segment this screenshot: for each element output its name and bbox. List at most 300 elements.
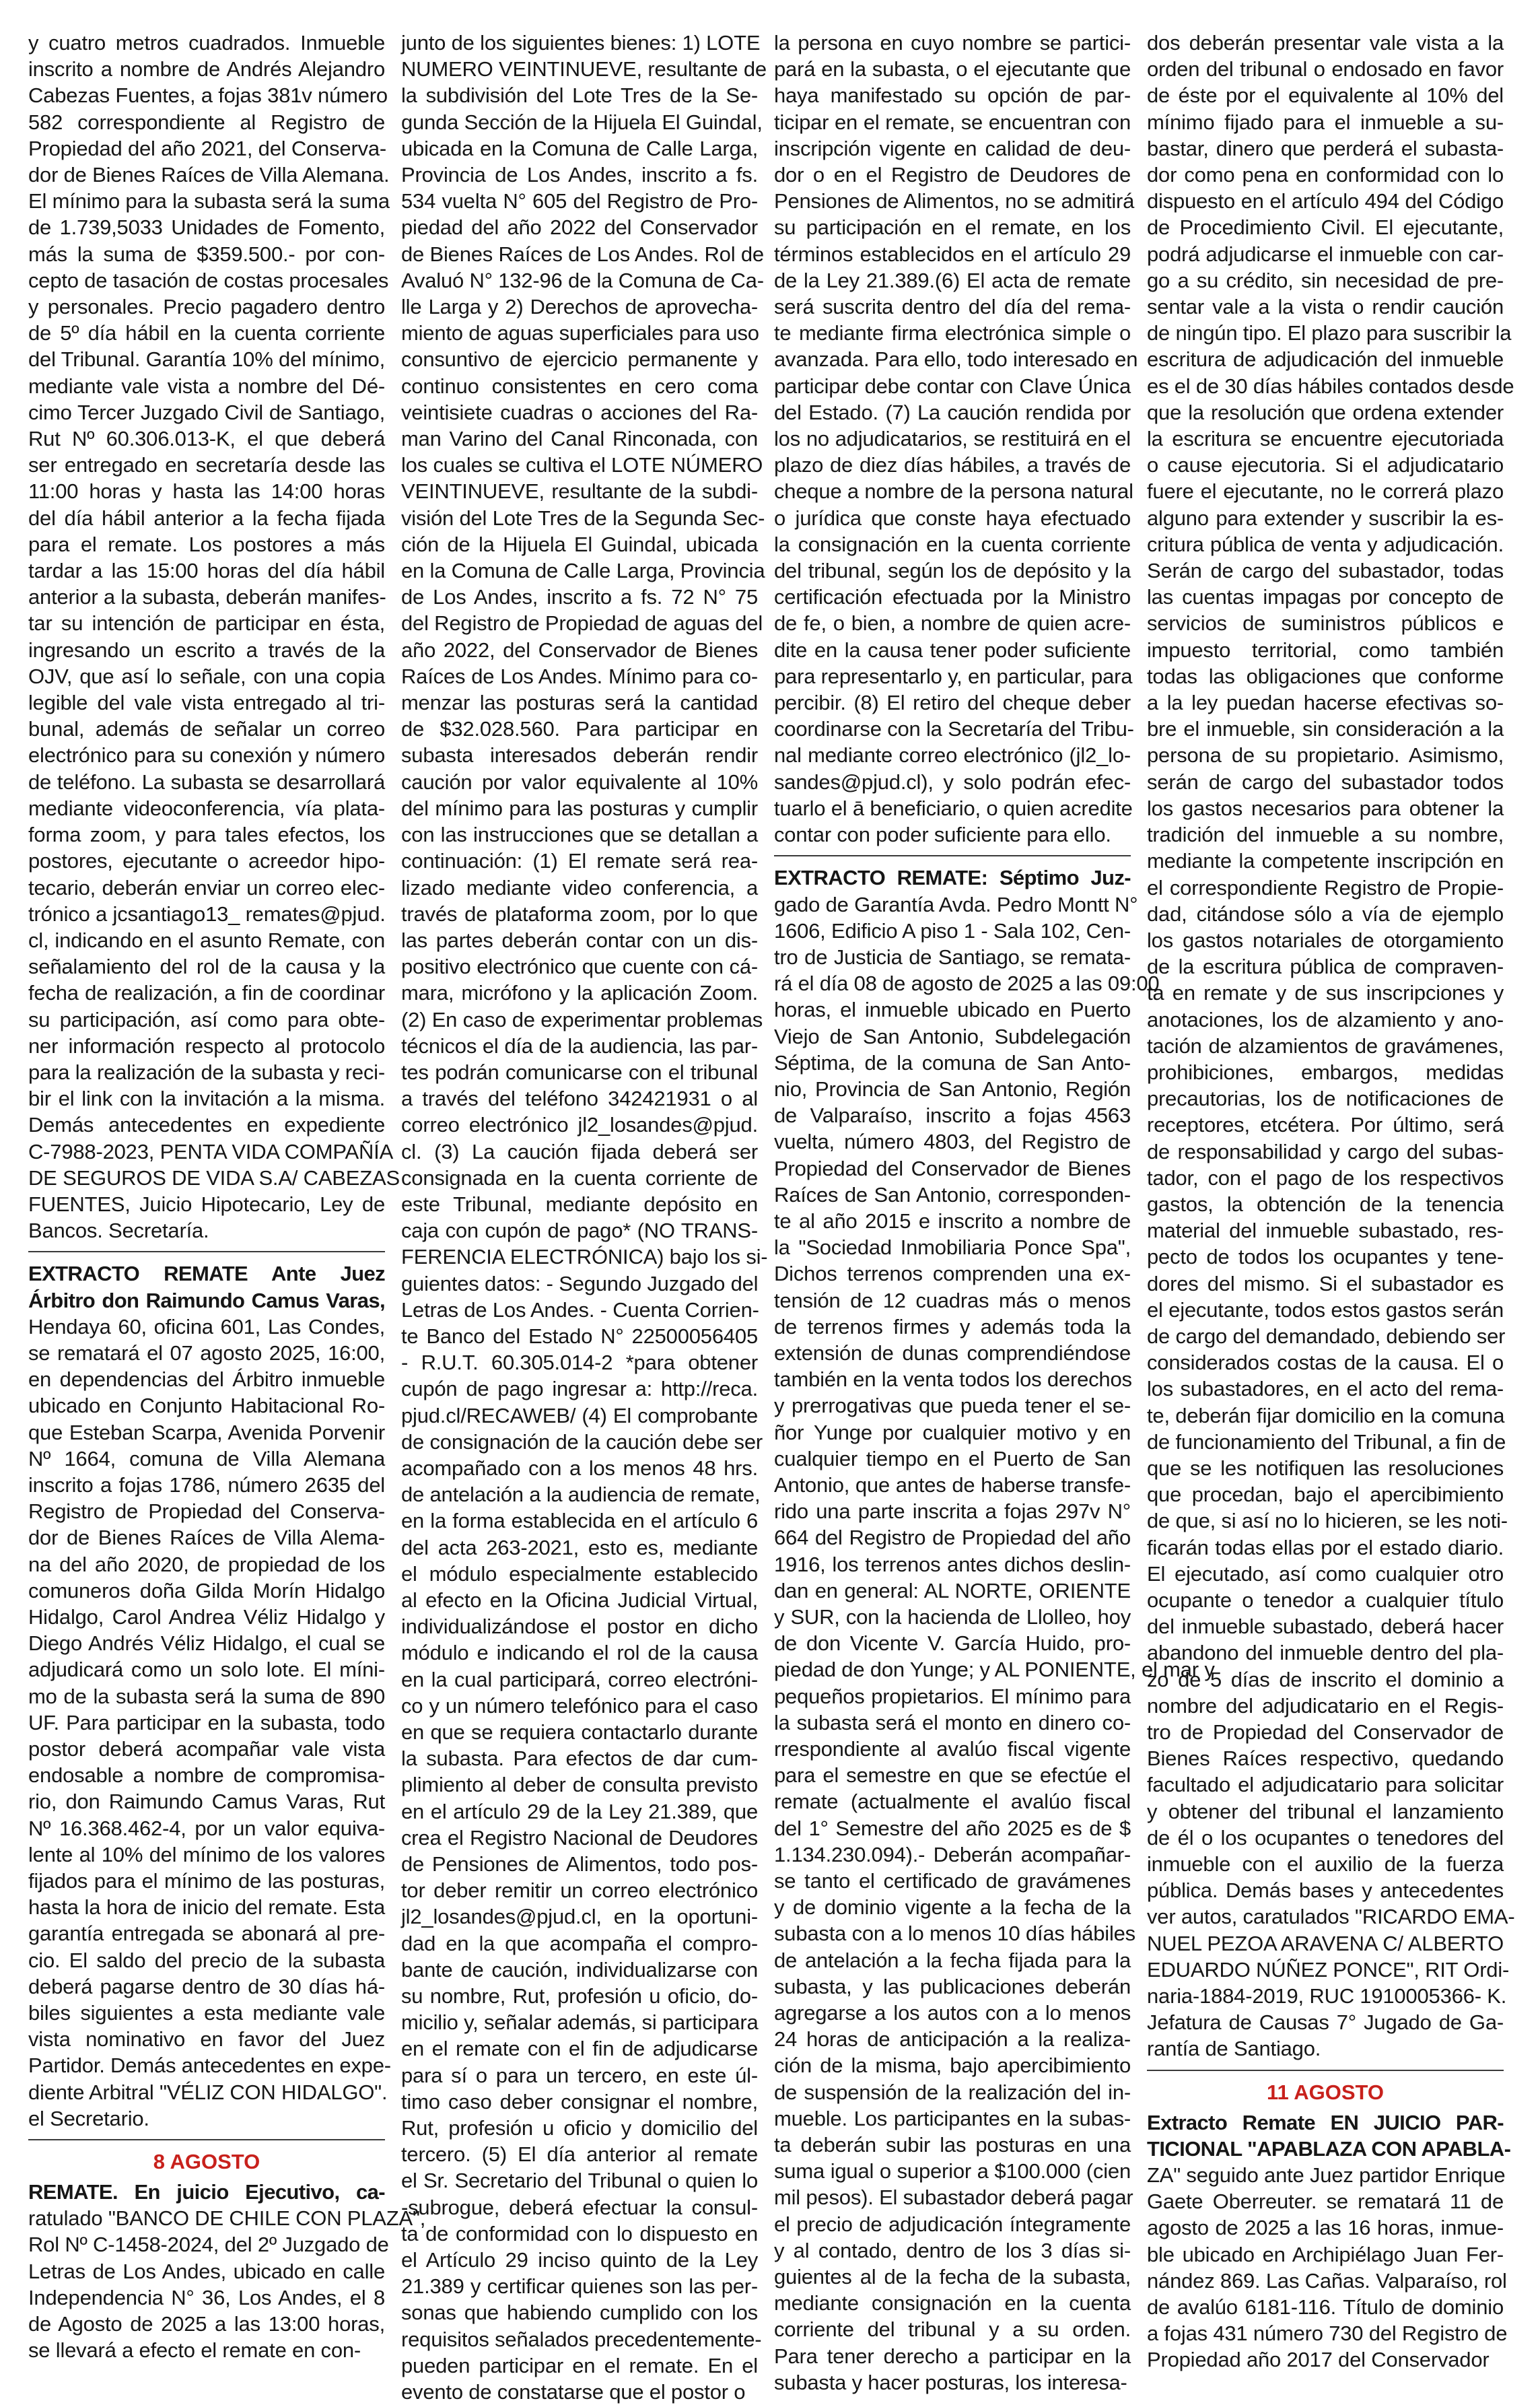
text-line: de responsabilidad y cargo del subas-: [1147, 1139, 1504, 1163]
text-line: lente al 10% del mínimo de los valores: [28, 1842, 385, 1866]
text-line: que se les notifiquen las resoluciones: [1147, 1456, 1504, 1480]
text-line: tro de Justicia de Santiago, se remata-: [774, 945, 1131, 969]
text-line: con las instrucciones que se detallan a: [401, 823, 758, 847]
text-line: FERENCIA ELECTRÓNICA) bajo los si-: [401, 1245, 768, 1269]
text-line: certificación efectuada por la Ministro: [774, 585, 1131, 609]
text-line: de funcionamiento del Tribunal, a fin de: [1147, 1429, 1506, 1454]
text-line: evento de constatarse que el postor o: [401, 2380, 746, 2404]
text-line: ver autos, caratulados "RICARDO EMA-: [1147, 1905, 1515, 1929]
text-line: bastar, dinero que perderá el subasta-: [1147, 136, 1504, 160]
text-line: postores, ejecutante o acreedor hipo-: [28, 849, 385, 873]
text-line: Diego Andrés Véliz Hidalgo, el cual se: [28, 1631, 385, 1656]
text-line: través de plataforma zoom, por lo que: [401, 902, 758, 926]
text-line: inmueble con el auxilio de la fuerza: [1147, 1852, 1504, 1876]
text-line: plazo de diez días hábiles, a través de: [774, 453, 1131, 477]
text-line: suma igual o superior a $100.000 (cien: [774, 2159, 1131, 2183]
text-line: en dependencias del Árbitro inmueble: [28, 1367, 385, 1392]
text-line: la consignación en la cuenta corriente: [774, 532, 1131, 556]
text-line: del Tribunal. Garantía 10% del mínimo,: [28, 347, 386, 372]
text-line: consuntivo de ejercicio permanente y: [401, 347, 758, 372]
text-line: servicios de suministros públicos e: [1147, 611, 1504, 636]
text-line: el ejecutante, todos estos gastos serán: [1147, 1297, 1504, 1322]
text-line: sandes@pjud.cl), y solo podrán efec-: [774, 770, 1131, 794]
text-line: de Procedimiento Civil. El ejecutante,: [1147, 215, 1504, 240]
text-line: na del año 2020, de propiedad de los: [28, 1552, 385, 1576]
text-line: que procedan, bajo el apercibimiento: [1147, 1483, 1504, 1507]
text-line: -subrogue, deberá efectuar la consul-: [401, 2195, 758, 2219]
text-line: subasta interesados deberán rendir: [401, 743, 758, 768]
text-line: timo caso deber consignar el nombre,: [401, 2089, 758, 2113]
text-line: ingresando un escrito a través de la: [28, 638, 385, 662]
text-line: se llevará a efecto el remate en con-: [28, 2338, 361, 2363]
text-line: persona de su propietario. Asimismo,: [1147, 743, 1504, 768]
text-line: requisitos señalados precedentemente-: [401, 2327, 762, 2351]
text-line: menzar las posturas será la cantidad: [401, 691, 758, 715]
text-line: Viejo de San Antonio, Subdelegación: [774, 1024, 1131, 1048]
text-line: facultado el adjudicatario para solicitar: [1147, 1773, 1504, 1797]
text-line: piedad del año 2022 del Conservador: [401, 215, 758, 240]
notice-divider: [28, 2139, 385, 2140]
text-line: REMATE. En juicio Ejecutivo, ca-: [28, 2180, 385, 2204]
text-line: participar debe contar con Clave Única: [774, 374, 1131, 398]
text-line: nombre del adjudicatario en el Regis-: [1147, 1693, 1504, 1718]
text-line: gunda Sección de la Hijuela El Guindal,: [401, 110, 763, 134]
text-line: que la resolución que ordena extender: [1147, 400, 1504, 424]
text-line: las cuentas impagas por concepto de: [1147, 585, 1504, 609]
text-line: tes podrán comunicarse con el tribunal: [401, 1060, 758, 1084]
text-line: Nº 1664, comuna de Villa Alemana: [28, 1446, 385, 1470]
text-line: dor de Bienes Raíces de Villa Alema-: [28, 1526, 385, 1550]
text-line: 1.134.230.094).- Deberán acompañar-: [774, 1842, 1131, 1866]
text-line: miento de aguas superficiales para uso: [401, 321, 759, 345]
text-line: para representarlo y, en particular, para: [774, 664, 1133, 688]
text-line: naria-1884-2019, RUC 1910005366- K.: [1147, 1984, 1507, 2008]
text-line: trónico a jcsantiago13_ remates@pjud.: [28, 902, 386, 926]
text-line: corriente del tribunal y a su orden.: [774, 2317, 1131, 2342]
text-line: EXTRACTO REMATE: Séptimo Juz-: [774, 866, 1131, 890]
text-line: Registro de Propiedad del Conserva-: [28, 1499, 385, 1524]
text-line: Nº 16.368.462-4, por un valor equiva-: [28, 1816, 385, 1840]
text-line: pecto de todos los ocupantes y tene-: [1147, 1245, 1504, 1269]
text-line: tuarlo el ā beneficiario, o quien acredite: [774, 796, 1133, 820]
text-line: Independencia N° 36, Los Andes, el 8: [28, 2285, 385, 2309]
text-line: - R.U.T. 60.305.014-2 *para obtener: [401, 1351, 758, 1375]
text-line: Letras de Los Andes, ubicado en calle: [28, 2259, 385, 2283]
text-line: adjudicará como un solo lote. El míni-: [28, 1658, 385, 1682]
text-line: mil pesos). El subastador deberá pagar: [774, 2186, 1133, 2210]
text-line: ocupante o tenedor a cualquier título: [1147, 1588, 1504, 1612]
text-line: dos deberán presentar vale vista a la: [1147, 31, 1504, 55]
text-line: módulo e indicando el rol de la causa: [401, 1641, 758, 1665]
text-line: de la escritura pública de compraven-: [1147, 955, 1504, 979]
text-line: horas, el inmueble ubicado en Puerto: [774, 998, 1131, 1022]
notice-text-block: [28, 1260, 391, 2132]
text-line: mediante videoconferencia, vía plata-: [28, 796, 385, 820]
text-line: los cuales se cultiva el LOTE NÚMERO: [401, 453, 763, 477]
text-line: nández 869. Las Cañas. Valparaíso, rol: [1147, 2268, 1507, 2293]
text-line: Rut Nº 60.306.013-K, el que deberá: [28, 427, 385, 451]
text-line: a fojas 431 número 730 del Registro de: [1147, 2322, 1508, 2346]
text-line: piedad de don Yunge; y AL PONIENTE, el mar y: [774, 1658, 1215, 1682]
text-line: en la forma establecida en el artículo 6: [401, 1509, 758, 1533]
notice-divider: [1147, 2070, 1504, 2071]
text-line: jl2_losandes@pjud.cl, en la oportuni-: [401, 1905, 758, 1929]
text-line: cepto de tasación de costas procesales: [28, 268, 389, 292]
text-line: todas las obligaciones que conforme: [1147, 664, 1504, 688]
text-line: continuo consistentes en cero coma: [401, 374, 758, 398]
text-line: Letras de Los Andes. - Cuenta Corrien-: [401, 1297, 759, 1322]
text-line: en que se requiera contactarlo durante: [401, 1720, 758, 1744]
text-line: gado de Garantía Avda. Pedro Montt N°: [774, 892, 1138, 916]
text-line: y obtener del tribunal el lanzamiento: [1147, 1799, 1504, 1823]
text-line: ser entregado en secretaría desde las: [28, 453, 385, 477]
text-line: que Esteban Scarpa, Avenida Porvenir: [28, 1420, 385, 1444]
text-line: Gaete Oberreuter. se rematará 11 de: [1147, 2190, 1504, 2214]
text-line: la subasta. Para efectos de dar cum-: [401, 1747, 758, 1771]
text-line: tensión de 12 cuadras más o menos: [774, 1288, 1131, 1312]
text-line: ficarán todas ellas por el estado diario.: [1147, 1535, 1504, 1559]
text-line: ción de la Hijuela El Guindal, ubicada: [401, 532, 758, 556]
text-line: los subastadores, en el acto del rema-: [1147, 1377, 1504, 1401]
text-line: lizado mediante video conferencia, a: [401, 875, 758, 900]
text-line: de antelación a la audiencia de remate,: [401, 1483, 761, 1507]
notice-text-block: [774, 865, 1215, 2396]
text-line: go a su crédito, sin necesidad de pre-: [1147, 268, 1504, 292]
text-line: y personales. Precio pagadero dentro: [28, 295, 385, 319]
text-line: de consignación de la caución debe ser: [401, 1429, 763, 1454]
text-line: y cuatro metros cuadrados. Inmueble: [28, 31, 385, 55]
text-line: bante de caución, individualizarse con: [401, 1957, 758, 1981]
text-line: dispuesto en el artículo 494 del Código: [1147, 189, 1504, 213]
text-line: Propiedad del año 2021, del Conserva-: [28, 136, 387, 160]
notice-divider: [28, 1251, 385, 1252]
notice-text-block: [774, 30, 1138, 848]
text-line: rrespondiente al avalúo fiscal vigente: [774, 1737, 1131, 1761]
text-line: y al contado, dentro de los 3 días si-: [774, 2238, 1131, 2262]
text-line: cl. (3) La caución fijada deberá ser: [401, 1139, 758, 1163]
text-line: fijados para el mínimo de las posturas,: [28, 1869, 385, 1893]
text-line: del inmueble subastado, deberá hacer: [1147, 1615, 1504, 1639]
text-line: mediante consignación en la cuenta: [774, 2291, 1131, 2315]
text-line: mínimo fijado para el inmueble a su-: [1147, 110, 1504, 134]
text-line: bir el link con la invitación a la misma.: [28, 1087, 385, 1111]
text-line: Para tener derecho a participar en la: [774, 2344, 1131, 2368]
text-line: dor o en el Registro de Deudores de: [774, 163, 1131, 187]
text-line: el Sr. Secretario del Tribunal o quien lo: [401, 2169, 758, 2193]
text-line: de Pensiones de Alimentos, todo pos-: [401, 1852, 758, 1876]
text-line: dan en general: AL NORTE, ORIENTE: [774, 1578, 1131, 1602]
text-line: cl, indicando en el asunto Remate, con: [28, 928, 385, 952]
text-line: Árbitro don Raimundo Camus Varas,: [28, 1288, 385, 1312]
text-line: para la realización de la subasta y reci-: [28, 1060, 385, 1084]
text-line: precautorias, los de notificaciones de: [1147, 1087, 1504, 1111]
text-line: endosable a nombre de compromisa-: [28, 1763, 385, 1788]
text-line: y prerrogativas que pueda tener el se-: [774, 1394, 1131, 1418]
text-line: DE SEGUROS DE VIDA S.A/ CABEZAS: [28, 1165, 400, 1190]
text-line: Serán de cargo del subastador, todas: [1147, 559, 1504, 583]
text-line: ubicado en Conjunto Habitacional Ro-: [28, 1394, 385, 1418]
text-line: orden del tribunal o endosado en favor: [1147, 57, 1504, 81]
text-line: y de dominio vigente a la fecha de la: [774, 1895, 1131, 1920]
text-line: pequeños propietarios. El mínimo para: [774, 1684, 1131, 1708]
text-line: dores del mismo. Si el subastador es: [1147, 1271, 1504, 1295]
text-line: ubicada en la Comuna de Calle Larga,: [401, 136, 758, 160]
text-line: cio. El saldo del precio de la subasta: [28, 1948, 385, 1972]
text-line: pública. Demás bases y antecedentes: [1147, 1878, 1504, 1903]
text-line: postor deberá acompañar vale vista: [28, 1737, 385, 1761]
text-line: continuación: (1) El remate será rea-: [401, 849, 758, 873]
text-line: caja con cupón de pago* (NO TRANS-: [401, 1219, 758, 1243]
text-line: el Secretario.: [28, 2106, 149, 2130]
text-line: podrá adjudicarse el inmueble con car-: [1147, 242, 1504, 266]
text-line: agregarse a los autos con a lo menos: [774, 2001, 1131, 2025]
text-line: plimiento al deber de consulta previsto: [401, 1773, 758, 1797]
text-line: o cause ejecutoria. Si el adjudicatario: [1147, 453, 1504, 477]
text-line: en el remate con el fin de adjudicarse: [401, 2037, 758, 2061]
text-line: la subasta será el monto en dinero co-: [774, 1710, 1131, 1734]
text-line: los gastos necesarios para obtener la: [1147, 796, 1504, 820]
text-line: consignada en la cuenta corriente de: [401, 1165, 758, 1190]
text-line: NUMERO VEINTINUEVE, resultante de: [401, 57, 767, 81]
text-line: Demás antecedentes en expediente: [28, 1113, 385, 1137]
text-line: co y un número telefónico para el caso: [401, 1693, 758, 1718]
text-line: 11:00 horas y hasta las 14:00 horas: [28, 479, 385, 504]
text-line: de antelación a la fecha fijada para la: [774, 1948, 1131, 1972]
text-line: dite en la causa tener poder suficiente: [774, 638, 1131, 662]
text-line: más la suma de $359.500.- por con-: [28, 242, 385, 266]
text-line: tercero. (5) El día anterior al remate: [401, 2142, 758, 2167]
text-line: ñor Yunge por cualquier motivo y en: [774, 1420, 1131, 1444]
text-line: fecha de realización, a fin de coordinar: [28, 981, 385, 1005]
text-line: la "Sociedad Inmobiliaria Ponce Spa",: [774, 1235, 1131, 1260]
text-line: caución por valor equivalente al 10%: [401, 770, 758, 794]
text-line: en la cual participará, correo electróni-: [401, 1667, 758, 1691]
text-line: Dichos terrenos comprenden una ex-: [774, 1262, 1131, 1286]
text-line: nio, Provincia de San Antonio, Región: [774, 1077, 1131, 1101]
text-line: remate (actualmente el avalúo fiscal: [774, 1790, 1131, 1814]
text-line: El ejecutado, así como cualquier otro: [1147, 1561, 1504, 1586]
text-line: deberá pagarse dentro de 30 días há-: [28, 1974, 385, 1998]
text-line: de Bienes Raíces de Los Andes. Rol de: [401, 242, 764, 266]
text-line: gastos, la obtención de la tenencia: [1147, 1192, 1504, 1216]
text-line: Bienes Raíces respectivo, quedando: [1147, 1747, 1504, 1771]
date-heading: 8 AGOSTO: [153, 2150, 260, 2174]
text-line: percibir. (8) El retiro del cheque deber: [774, 691, 1131, 715]
text-line: nal mediante correo electrónico (jl2_lo-: [774, 743, 1131, 768]
text-line: haya manifestado su opción de par-: [774, 83, 1131, 108]
text-line: Provincia de Los Andes, inscrito a fs.: [401, 163, 758, 187]
text-line: inscrito a fojas 1786, número 2635 del: [28, 1472, 385, 1497]
text-line: te al año 2015 e inscrito a nombre de: [774, 1209, 1131, 1233]
text-line: la escritura se encuentre ejecutoriada: [1147, 427, 1504, 451]
text-line: la persona en cuyo nombre se partici-: [774, 31, 1131, 55]
column-3: [774, 30, 1215, 2394]
column-1: [28, 30, 426, 2363]
text-line: este Tribunal, mediante depósito en: [401, 1192, 758, 1216]
text-line: dad, citándose sólo a vía de ejemplo: [1147, 902, 1504, 926]
column-4: [1147, 30, 1515, 2372]
text-line: ZA" seguido ante Juez partidor Enrique: [1147, 2163, 1506, 2188]
text-line: los no adjudicatarios, se restituirá en el: [774, 427, 1131, 451]
text-line: su participación en el remate, en los: [774, 215, 1131, 240]
text-line: anotaciones, los de alzamiento y ano-: [1147, 1007, 1504, 1031]
text-line: Avaluó N° 132-96 de la Comuna de Ca-: [401, 268, 764, 292]
text-line: te, deberán fijar domicilio en la comuna: [1147, 1403, 1505, 1427]
notice-divider: [774, 855, 1131, 856]
text-line: dad en la que acompaña el compro-: [401, 1931, 758, 1955]
text-line: Antonio, que antes de haberse transfe-: [774, 1472, 1131, 1497]
text-line: correo electrónico jl2_losandes@pjud.: [401, 1113, 758, 1137]
text-line: sentar vale a la vista o rendir caución: [1147, 295, 1504, 319]
text-line: Pensiones de Alimentos, no se admitirá: [774, 189, 1135, 213]
text-line: en la Comuna de Calle Larga, Provincia: [401, 559, 765, 583]
text-line: Raíces de San Antonio, corresponden-: [774, 1182, 1131, 1207]
text-line: impuesto territorial, como también: [1147, 638, 1504, 662]
text-line: técnicos el día de la audiencia, las par-: [401, 1034, 758, 1058]
text-line: en el artículo 29 de la Ley 21.389, que: [401, 1799, 758, 1823]
text-line: bunal, además de señalar un correo: [28, 717, 385, 741]
text-line: inscrito a nombre de Andrés Alejandro: [28, 57, 385, 81]
text-line: 24 horas de anticipación a la realiza-: [774, 2027, 1131, 2052]
text-line: es el de 30 días hábiles contados desde: [1147, 374, 1514, 398]
text-line: de fe, o bien, a nombre de quien acre-: [774, 611, 1131, 636]
text-line: Bancos. Secretaría.: [28, 1219, 209, 1243]
text-line: ta de conformidad con lo dispuesto en: [401, 2221, 758, 2245]
text-line: (2) En caso de experimentar problemas: [401, 1007, 763, 1031]
text-line: legible del vale vista entregado al tri-: [28, 691, 385, 715]
text-line: ta en remate y de sus inscripciones y: [1147, 981, 1504, 1005]
text-line: para sí o para un tercero, en este úl-: [401, 2063, 758, 2087]
text-line: el Artículo 29 inciso quinto de la Ley: [401, 2248, 758, 2272]
notice-text-block: [401, 30, 768, 2405]
text-line: el precio de adjudicación íntegramente: [774, 2212, 1131, 2236]
text-line: contar con poder suficiente para ello.: [774, 823, 1111, 847]
text-line: lle Larga y 2) Derechos de aprovecha-: [401, 295, 758, 319]
text-line: NUEL PEZOA ARAVENA C/ ALBERTO: [1147, 1931, 1504, 1955]
text-line: mediante la competente inscripción en: [1147, 849, 1504, 873]
text-line: tecario, deberán enviar un correo elec-: [28, 875, 385, 900]
text-line: te mediante firma electrónica simple o: [774, 321, 1131, 345]
text-line: 582 correspondiente al Registro de: [28, 110, 385, 134]
text-line: material del inmueble subastado, res-: [1147, 1219, 1504, 1243]
text-line: de don Vicente V. García Huido, pro-: [774, 1631, 1131, 1656]
text-line: garantía entregada se abonará al pre-: [28, 1922, 385, 1946]
text-line: coordinarse con la Secretaría del Tribu-: [774, 717, 1134, 741]
text-line: de 5º día hábil en la cuenta corriente: [28, 321, 385, 345]
text-line: Rut, profesión u oficio y domicilio del: [401, 2116, 758, 2140]
text-line: Raíces de Los Andes. Mínimo para co-: [401, 664, 758, 688]
text-line: pará en la subasta, o el ejecutante que: [774, 57, 1131, 81]
text-line: del acta 263-2021, esto es, mediante: [401, 1535, 758, 1559]
text-line: también en la venta todos los derechos: [774, 1367, 1132, 1392]
text-line: dor de Bienes Raíces de Villa Alemana.: [28, 163, 390, 187]
text-line: del mínimo para las posturas y cumplir: [401, 796, 758, 820]
text-line: Cabezas Fuentes, a fojas 381v número: [28, 83, 388, 108]
text-line: sonas que habiendo cumplido con los: [401, 2301, 758, 2325]
text-line: Extracto Remate EN JUICIO PAR-: [1147, 2110, 1504, 2134]
text-line: 1606, Edificio A piso 1 - Sala 102, Cen-: [774, 918, 1131, 943]
text-line: agosto de 2025 a las 16 horas, inmue-: [1147, 2216, 1504, 2240]
text-line: del 1° Semestre del año 2025 es de $: [774, 1816, 1131, 1840]
text-line: o jurídica que conste haya efectuado: [774, 506, 1131, 530]
text-line: ción de la misma, bajo apercibimiento: [774, 2054, 1131, 2078]
text-line: El mínimo para la subasta será la suma: [28, 189, 390, 213]
text-line: Propiedad del Conservador de Bienes: [774, 1156, 1131, 1180]
text-line: veintisiete cuadras o acciones del Ra-: [401, 400, 758, 424]
text-line: las partes deberán contar con un dis-: [401, 928, 758, 952]
text-line: de suspensión de la realización del in-: [774, 2080, 1131, 2104]
text-line: Séptima, de la comuna de San Anto-: [774, 1050, 1131, 1075]
notice-text-block: [1147, 30, 1515, 2062]
text-line: OJV, que así lo señale, con una copia: [28, 664, 385, 688]
text-line: pueden participar en el remate. En el: [401, 2353, 758, 2377]
text-line: alguno para extender y suscribir la es-: [1147, 506, 1504, 530]
text-line: tor deber remitir un correo electrónico: [401, 1878, 758, 1903]
text-line: se tanto el certificado de gravámenes: [774, 1869, 1131, 1893]
text-line: forma zoom, y para tales efectos, los: [28, 823, 385, 847]
text-line: su participación, así como para obte-: [28, 1007, 385, 1031]
text-line: de $32.028.560. Para participar en: [401, 717, 758, 741]
text-line: acompañado con a los menos 48 hrs.: [401, 1456, 758, 1480]
text-line: señalamiento del rol de la causa y la: [28, 955, 385, 979]
text-line: de Agosto de 2025 a las 13:00 horas,: [28, 2312, 385, 2336]
text-line: guientes datos: - Segundo Juzgado del: [401, 1271, 759, 1295]
text-line: de ningún tipo. El plazo para suscribir la: [1147, 321, 1512, 345]
text-line: términos establecidos en el artículo 29: [774, 242, 1131, 266]
text-line: inscripción vigente en calidad de deu-: [774, 136, 1131, 160]
text-line: pjud.cl/RECAWEB/ (4) El comprobante: [401, 1403, 758, 1427]
text-line: rantía de Santiago.: [1147, 2037, 1321, 2061]
text-line: cimo Tercer Juzgado Civil de Santiago,: [28, 400, 385, 424]
text-line: tador, con el pago de los respectivos: [1147, 1165, 1504, 1190]
text-line: 21.389 y certificar quienes son las per-: [401, 2274, 758, 2299]
text-line: su nombre, Rut, profesión u oficio, do-: [401, 1984, 758, 2008]
text-line: de Los Andes, inscrito a fs. 72 N° 75: [401, 585, 758, 609]
text-line: biles siguientes a esta mediante vale: [28, 2001, 385, 2025]
text-line: rio, don Raimundo Camus Varas, Rut: [28, 1790, 385, 1814]
notice-text-block: [28, 2179, 426, 2363]
text-line: Hendaya 60, oficina 601, Las Condes,: [28, 1314, 385, 1339]
text-line: de Valparaíso, inscrito a fojas 4563: [774, 1104, 1131, 1128]
text-line: subasta con a lo menos 10 días hábiles: [774, 1922, 1135, 1946]
text-line: cheque a nombre de la persona natural: [774, 479, 1133, 504]
text-line: ratulado "BANCO DE CHILE CON PLAZA",: [28, 2206, 426, 2231]
text-line: Jefatura de Causas 7° Jugado de Ga-: [1147, 2010, 1504, 2035]
text-line: de cargo del demandado, debiendo ser: [1147, 1324, 1506, 1348]
text-line: avanzada. Para ello, todo interesado en: [774, 347, 1138, 372]
text-line: de que, si así no lo hicieren, se les noti-: [1147, 1509, 1508, 1533]
text-line: bre el inmueble, sin consideración a la: [1147, 717, 1504, 741]
text-line: comuneros doña Gilda Morín Hidalgo: [28, 1578, 385, 1602]
text-line: de éste por el equivalente al 10% del: [1147, 83, 1504, 108]
text-line: Rol Nº C-1458-2024, del 2º Juzgado de: [28, 2233, 389, 2257]
text-line: mueble. Los participantes en la subas-: [774, 2106, 1131, 2130]
text-line: anterior a la subasta, deberán manifes-: [28, 585, 386, 609]
text-line: extensión de dunas comprendiéndose: [774, 1341, 1131, 1365]
text-line: UF. Para participar en la subasta, todo: [28, 1710, 385, 1734]
text-line: 1916, los terrenos antes dichos deslin-: [774, 1552, 1131, 1576]
text-line: año 2022, del Conservador de Bienes: [401, 638, 758, 662]
text-line: Hidalgo, Carol Andrea Véliz Hidalgo y: [28, 1604, 385, 1629]
text-line: mo de la subasta será la suma de 890: [28, 1684, 385, 1708]
text-line: zo de 5 días de inscrito el dominio a: [1147, 1667, 1504, 1691]
text-line: Partidor. Demás antecedentes en expe-: [28, 2054, 391, 2078]
text-line: tradición del inmueble a su nombre,: [1147, 823, 1504, 847]
text-line: receptores, etcétera. Por último, será: [1147, 1113, 1504, 1137]
text-line: VEINTINUEVE, resultante de la subdi-: [401, 479, 758, 504]
text-line: de terrenos firmes y además toda la: [774, 1314, 1131, 1339]
text-line: rá el día 08 de agosto de 2025 a las 09:00: [774, 972, 1160, 996]
